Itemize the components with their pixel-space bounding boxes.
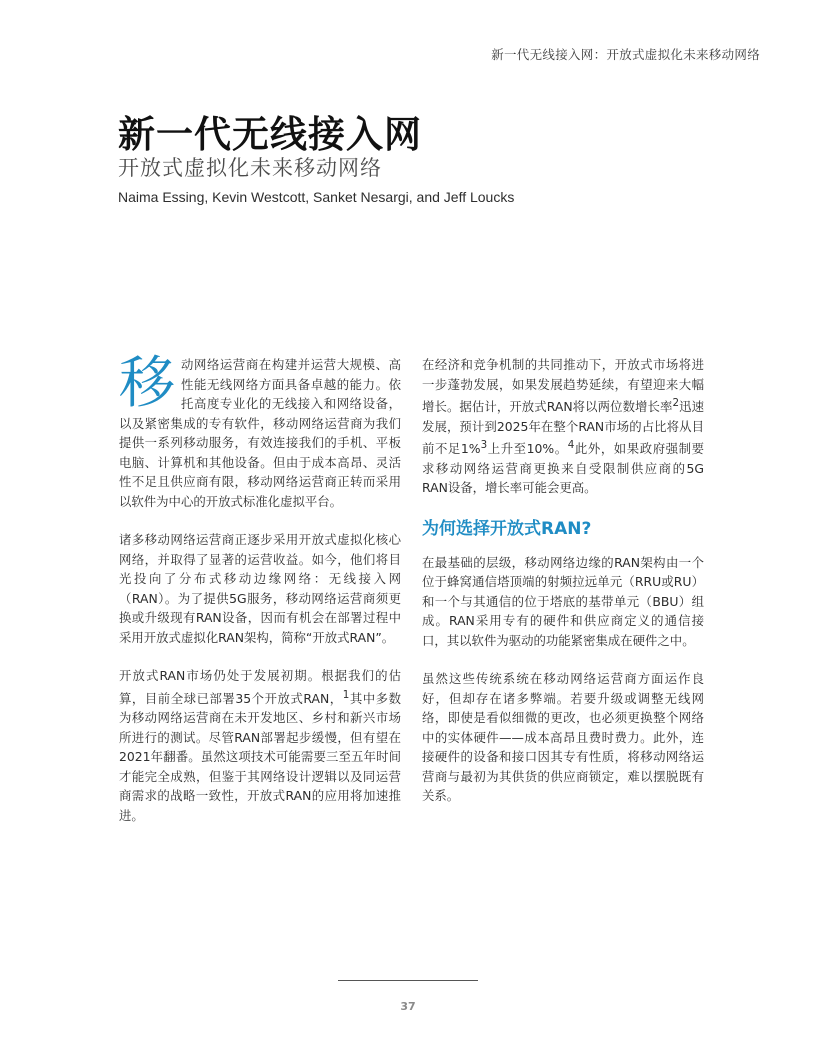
body-paragraph: 虽然这些传统系统在移动网络运营商方面运作良好，但却存在诸多弊端。若要升级或调整无线网络，即使是看似细微的更改，也必须更换整个网络中的实体硬件——成本高昂且费时费力。此外，连接硬件的设备和接口因其专有性质，将移动网络运营商与最初为其供货的供应商锁定，难以摆脱既有关系。 — [422, 671, 704, 804]
intro-paragraph — [119, 351, 401, 511]
body-paragraph: 在最基础的层级，移动网络边缘的RAN架构由一个位于蜂窝通信塔顶端的射频拉远单元（RRU或RU）和一个与其通信的位于塔底的基带单元（BBU）组成。RAN采用专有的硬件和供应商定义的通信接口，其以软件为驱动的功能紧密集成在硬件之中。 — [422, 554, 704, 648]
right-column — [422, 355, 704, 825]
body-text: 迅速发展，预计到2025年在整个RAN市场的占比将从目前不足1% — [422, 399, 704, 457]
body-paragraph — [422, 355, 704, 498]
running-header: 新一代无线接入网：开放式虚拟化未来移动网络 — [491, 47, 760, 62]
page-number: 37 — [400, 1000, 416, 1013]
article-title: 新一代无线接入网 — [118, 113, 422, 156]
body-text: 其中多数为移动网络运营商在未开发地区、乡村和新兴市场所进行的测试。尽管RAN部署起步缓慢，但有望在2021年翻番。虽然这项技术可能需要三至五年时间才能完全成熟，但鉴于其网络设计逻辑以及同运营商需求的战略一致性，开放式RAN的应用将加速推进。 — [119, 690, 401, 823]
body-text: 在经济和竞争机制的共同推动下，开放式市场将进一步蓬勃发展，如果发展趋势延续，有望迎来大幅增长。据估计，开放式RAN将以两位数增长率 — [422, 357, 704, 415]
body-text: 开放式RAN市场仍处于发展初期。根据我们的估算，目前全球已部署35个开放式RAN， — [119, 668, 401, 706]
footnote-ref[interactable]: 4 — [567, 439, 575, 452]
article-subtitle: 开放式虚拟化未来移动网络 — [118, 156, 382, 180]
author-list: Naima Essing, Kevin Westcott, Sanket Nesargi, and Jeff Loucks — [118, 189, 515, 205]
left-column — [119, 351, 401, 844]
body-text: 此外，如果政府强制要求移动网络运营商更换来自受限制供应商的5G RAN设备，增长率可能会更高。 — [422, 441, 704, 496]
body-paragraph — [119, 666, 401, 825]
body-text: 上升至10%。 — [487, 441, 568, 457]
section-heading: 为何选择开放式RAN? — [422, 518, 592, 539]
footnote-ref[interactable]: 1 — [342, 688, 350, 701]
body-paragraph: 诸多移动网络运营商正逐步采用开放式虚拟化核心网络，并取得了显著的运营收益。如今，他们将目光投向了分布式移动边缘网络：无线接入网（RAN）。为了提供5G服务，移动网络运营商须更换或升级现有RAN设备，因而有机会在部署过程中采用开放式虚拟化RAN架构，简称“开放式RAN”。 — [119, 532, 401, 645]
footnote-ref[interactable]: 3 — [480, 439, 488, 452]
intro-text: 动网络运营商在构建并运营大规模、高性能无线网络方面具备卓越的能力。依托高度专业化的无线接入和网络设备，以及紧密集成的专有软件，移动网络运营商为我们提供一系列移动服务，有效连接我们的手机、平板电脑、计算机和其他设备。但由于成本高昂、灵活性不足且供应商有限，移动网络运营商正转而采用以软件为中心的开放式标准化虚拟平台。 — [119, 357, 401, 509]
footnote-ref[interactable]: 2 — [672, 397, 680, 409]
footer-divider — [338, 980, 478, 981]
drop-cap: 移 — [119, 351, 175, 416]
